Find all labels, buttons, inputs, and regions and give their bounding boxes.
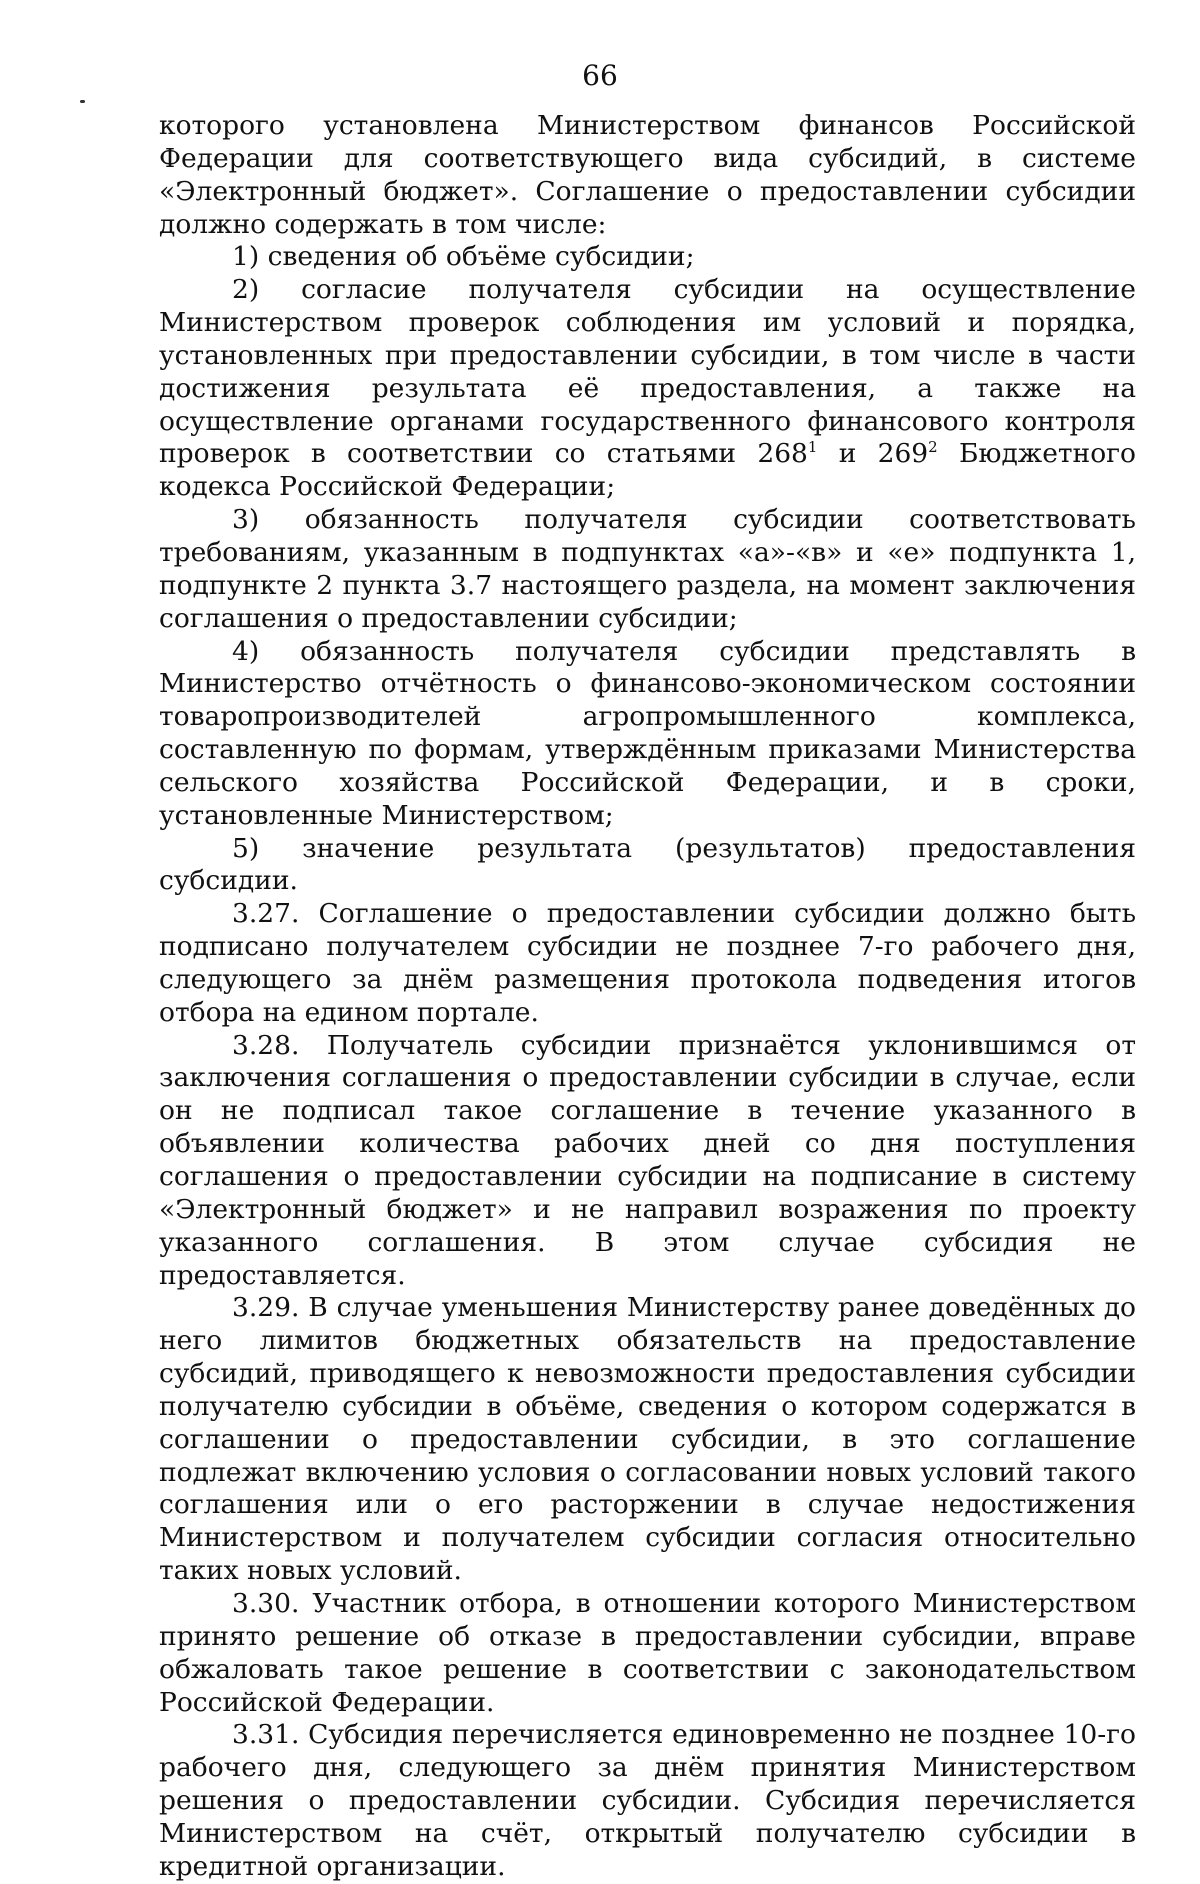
paragraph-item-2-text-after: Бюджетного кодекса Российской Федерации;	[159, 438, 1136, 503]
paragraph-item-4: 4) обязанность получателя субсидии представлять в Министерство отчётность о финансово-экономическом состоянии товаропроизводителей агропромышленного комплекса, составленную по формам, утверждённым приказами Министерства сельского хозяйства Российской Федерации, и в сроки, установленные Министерством;	[159, 635, 1136, 831]
superscript-1: 1	[807, 438, 818, 457]
paragraph-item-2-text-before: 2) согласие получателя субсидии на осуществление Министерством проверок соблюдения им условий и порядка, установленных при предоставлении субсидии, в том числе в части достижения результата её предоставления, а также на осуществление органами государственного финансового контроля проверок в соответствии со статьями 268	[159, 274, 1136, 470]
paragraph-item-2	[159, 274, 1136, 504]
paragraph-item-3: 3) обязанность получателя субсидии соответствовать требованиям, указанным в подпунктах «а»-«в» и «е» подпункта 1, подпункте 2 пункта 3.7 настоящего раздела, на момент заключения соглашения о предоставлении субсидии;	[159, 504, 1136, 634]
paragraph-3-29: 3.29. В случае уменьшения Министерству ранее доведённых до него лимитов бюджетных обязательств на предоставление субсидий, приводящего к невозможности предоставления субсидии получателю субсидии в объёме, сведения о котором содержатся в соглашении о предоставлении субсидии, в это соглашение подлежат включению условия о согласовании новых условий такого соглашения или о его расторжении в случае недостижения Министерством и получателем субсидии согласия относительно таких новых условий.	[159, 1292, 1136, 1587]
paragraph-item-2-text-middle: и 269	[817, 438, 929, 470]
scan-artifact-mark	[80, 100, 85, 103]
paragraph-intro-continuation: которого установлена Министерством финансов Российской Федерации для соответствующего вида субсидий, в системе «Электронный бюджет». Соглашение о предоставлении субсидии должно содержать в том числе:	[159, 110, 1136, 240]
document-body	[159, 110, 1136, 1884]
paragraph-item-1: 1) сведения об объёме субсидии;	[232, 241, 695, 273]
superscript-2: 2	[928, 438, 938, 457]
paragraph-3-30: 3.30. Участник отбора, в отношении которого Министерством принято решение об отказе в предоставлении субсидии, вправе обжаловать такое решение в соответствии с законодательством Российской Федерации.	[159, 1587, 1136, 1718]
paragraph-3-28: 3.28. Получатель субсидии признаётся уклонившимся от заключения соглашения о предоставлении субсидии в случае, если он не подписал такое соглашение в течение указанного в объявлении количества рабочих дней со дня поступления соглашения о предоставлении субсидии на подписание в систему «Электронный бюджет» и не направил возражения по проекту указанного соглашения. В этом случае субсидия не предоставляется.	[159, 1029, 1136, 1291]
paragraph-3-27: 3.27. Соглашение о предоставлении субсидии должно быть подписано получателем субсидии не позднее 7-го рабочего дня, следующего за днём размещения протокола подведения итогов отбора на едином портале.	[159, 898, 1136, 1028]
paragraph-3-31: 3.31. Субсидия перечисляется единовременно не позднее 10-го рабочего дня, следующего за днём принятия Министерством решения о предоставлении субсидии. Субсидия перечисляется Министерством на счёт, открытый получателю субсидии в кредитной организации.	[159, 1719, 1136, 1882]
paragraph-item-5: 5) значение результата (результатов) предоставления субсидии.	[159, 832, 1136, 897]
page-number: 66	[582, 59, 618, 92]
